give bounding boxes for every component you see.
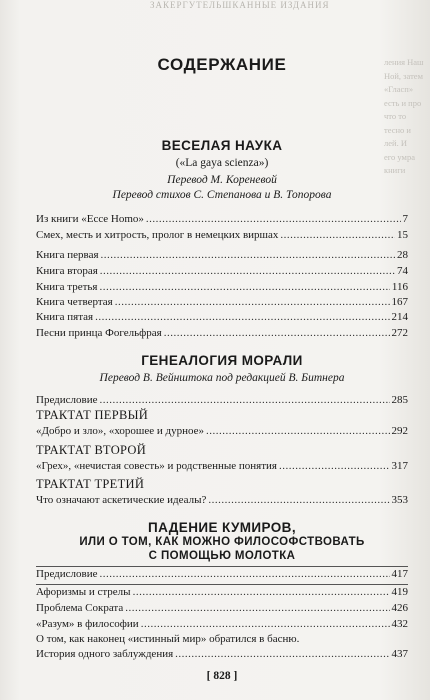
- leader-dots: [100, 568, 390, 580]
- leader-dots: [100, 265, 395, 277]
- entry-page: 292: [391, 425, 408, 437]
- entry-page: 417: [391, 568, 408, 580]
- toc-entry[interactable]: [36, 602, 408, 617]
- entry-label: Предисловие: [36, 394, 98, 406]
- toc-entry[interactable]: [36, 213, 408, 228]
- bleed-line: его умра: [384, 151, 415, 162]
- translator-credit: Перевод В. Вейнштока под редакцией В. Битнера: [99, 372, 345, 384]
- toc-entry[interactable]: [36, 327, 408, 342]
- entry-label: Песни принца Фогельфрая: [36, 327, 162, 339]
- bleed-line: ления Наш: [384, 57, 424, 67]
- entry-page: 15: [397, 229, 408, 241]
- entry-page: 419: [391, 586, 408, 598]
- page-number: [ 828 ]: [206, 670, 238, 682]
- bleed-line: Ной, затем: [384, 70, 423, 81]
- section-title-gay-science: ВЕСЕЛАЯ НАУКА: [161, 138, 283, 153]
- leader-dots: [141, 618, 390, 630]
- entry-page: 285: [391, 394, 408, 406]
- entry-label: «Разум» в философии: [36, 618, 139, 630]
- toc-entry[interactable]: [36, 296, 408, 311]
- toc-entry[interactable]: [36, 265, 408, 280]
- entry-label: Предисловие: [36, 568, 98, 580]
- leader-dots: [125, 602, 389, 614]
- bleed-line: «Гласп»: [384, 84, 414, 94]
- bleed-line: тесно и: [384, 124, 411, 135]
- leader-dots: [115, 296, 390, 308]
- entry-page: 272: [391, 327, 408, 339]
- bleed-line: есть и про: [384, 97, 422, 108]
- translator-credit: Перевод стихов С. Степанова и В. Топорова: [112, 189, 332, 201]
- divider-line: [36, 584, 408, 585]
- entry-label: Что означают аскетические идеалы?: [36, 494, 207, 506]
- leader-dots: [175, 648, 389, 660]
- section-subtitle: С ПОМОЩЬЮ МОЛОТКА: [148, 550, 296, 562]
- leader-dots: [101, 249, 395, 261]
- leader-dots: [100, 394, 390, 406]
- toc-entry-text[interactable]: [36, 633, 408, 648]
- bleed-line: книги: [384, 165, 406, 175]
- toc-entry[interactable]: [36, 311, 408, 326]
- entry-page: 426: [391, 602, 408, 614]
- treatise-title: ТРАКТАТ ТРЕТИЙ: [36, 477, 145, 491]
- entry-page: 432: [391, 618, 408, 630]
- toc-entry[interactable]: [36, 229, 408, 244]
- leader-dots: [146, 213, 401, 225]
- toc-entry[interactable]: [36, 460, 408, 475]
- bleed-through-header: ЗАКЕРГУТЕЛЬШКАННЫЕ ИЗДАНИЯ: [150, 0, 330, 10]
- leader-dots: [208, 494, 389, 506]
- treatise-title: ТРАКТАТ ПЕРВЫЙ: [36, 408, 149, 422]
- bleed-line: лей. И: [384, 138, 407, 148]
- bleed-line: что то: [384, 111, 407, 121]
- toc-entry[interactable]: [36, 568, 408, 583]
- entry-label: Проблема Сократа: [36, 602, 124, 614]
- leader-dots: [280, 229, 395, 241]
- section-subtitle: ИЛИ О ТОМ, КАК МОЖНО ФИЛОСОФСТВОВАТЬ: [79, 536, 365, 548]
- translator-credit: Перевод М. Кореневой: [167, 174, 277, 186]
- toc-entry[interactable]: [36, 425, 408, 440]
- entry-page: 437: [391, 648, 408, 660]
- entry-label: История одного заблуждения: [36, 648, 174, 660]
- entry-label: Книга четвертая: [36, 296, 113, 308]
- toc-entry[interactable]: [36, 281, 408, 296]
- divider-line: [36, 566, 408, 567]
- entry-label: Из книги «Ecce Homo»: [36, 213, 144, 225]
- entry-label: «Грех», «нечистая совесть» и родственные понятия: [36, 460, 277, 472]
- entry-page: 74: [397, 265, 408, 277]
- toc-entry[interactable]: [36, 249, 408, 264]
- leader-dots: [279, 460, 390, 472]
- entry-label: О том, как наконец «истинный мир» обратился в басню.: [36, 633, 300, 645]
- entry-label: «Добро и зло», «хорошее и дурное»: [36, 425, 205, 437]
- entry-page: 7: [402, 213, 408, 225]
- leader-dots: [95, 311, 389, 323]
- treatise-title: ТРАКТАТ ВТОРОЙ: [36, 443, 147, 457]
- leader-dots: [133, 586, 390, 598]
- leader-dots: [206, 425, 389, 437]
- toc-entry[interactable]: [36, 586, 408, 601]
- page-title: СОДЕРЖАНИЕ: [157, 55, 287, 74]
- toc-entry[interactable]: [36, 394, 408, 409]
- section-subtitle: («La gaya scienza»): [175, 157, 269, 169]
- entry-label: Книга первая: [36, 249, 99, 261]
- section-title-twilight: ПАДЕНИЕ КУМИРОВ,: [148, 520, 296, 535]
- section-title-genealogy: ГЕНЕАЛОГИЯ МОРАЛИ: [141, 353, 303, 368]
- entry-label: Книга пятая: [36, 311, 94, 323]
- entry-page: 214: [391, 311, 408, 323]
- entry-label: Смех, месть и хитрость, пролог в немецких виршах: [36, 229, 279, 241]
- entry-label: Афоризмы и стрелы: [36, 586, 131, 598]
- entry-page: 28: [397, 249, 408, 261]
- leader-dots: [99, 281, 389, 293]
- toc-entry[interactable]: [36, 648, 408, 663]
- entry-page: 317: [391, 460, 408, 472]
- entry-page: 353: [391, 494, 408, 506]
- entry-label: Книга вторая: [36, 265, 98, 277]
- toc-entry[interactable]: [36, 494, 408, 509]
- entry-page: 167: [391, 296, 408, 308]
- entry-label: Книга третья: [36, 281, 98, 293]
- entry-page: 116: [391, 281, 408, 293]
- toc-entry[interactable]: [36, 618, 408, 633]
- leader-dots: [164, 327, 390, 339]
